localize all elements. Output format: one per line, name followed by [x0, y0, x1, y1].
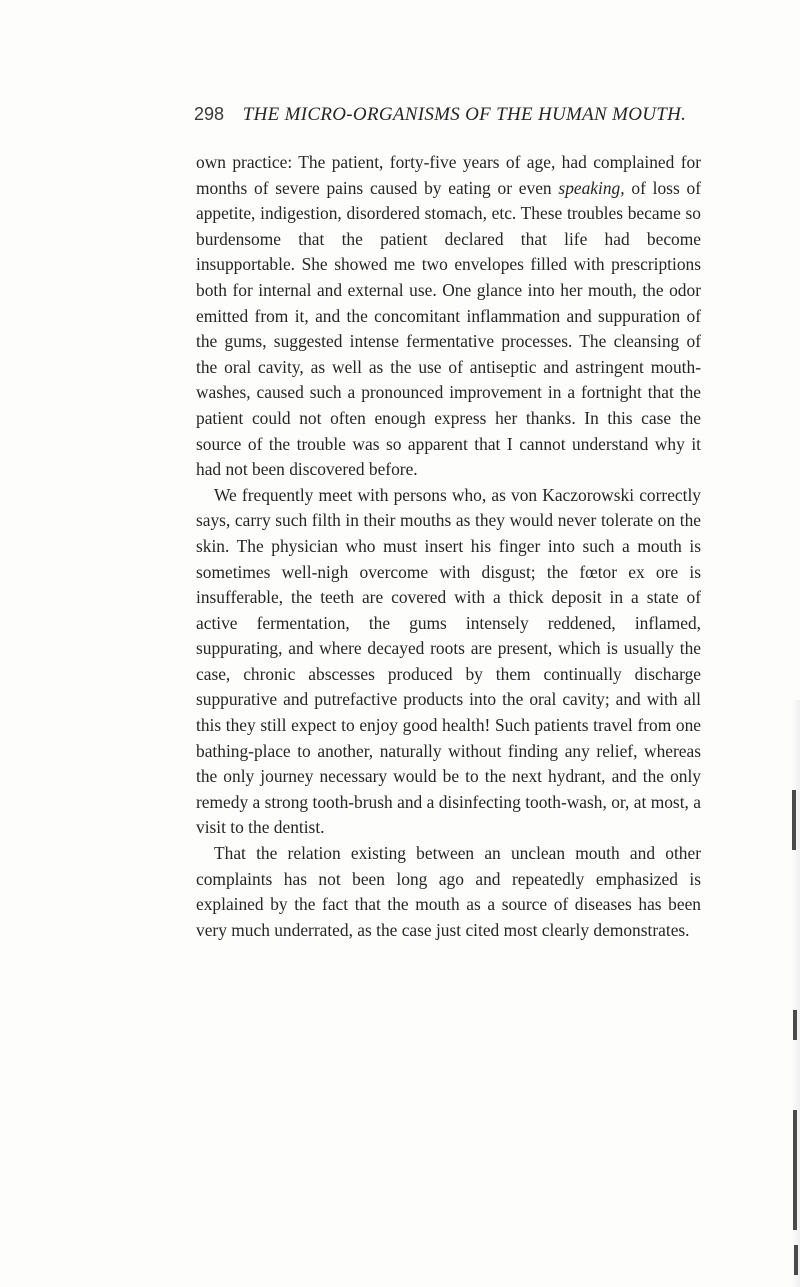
- paragraph-1-text-b: of loss of appetite, indigestion, disordered stomach, etc. These troubles became so burdensome that the patient declared that life had become insupportable. She showed me two envelopes filled with prescriptions both for internal and external use. One glance into her mouth, the odor emitted from it, and the concomitant inflammation and suppuration of the gums, suggested intense fermentative processes. The cleansing of the oral cavity, as well as the use of antiseptic and astringent mouth-washes, caused such a pronounced improvement in a fortnight that the patient could not often enough express her thanks. In this case the source of the trouble was so apparent that I cannot understand why it had not been discovered before.: [196, 177, 701, 480]
- page-number: 298: [194, 104, 225, 124]
- running-title: THE MICRO-ORGANISMS OF THE HUMAN MOUTH.: [242, 104, 687, 125]
- paragraph-1-italic-word: speaking,: [558, 177, 625, 198]
- page-edge-mark: [793, 1110, 797, 1230]
- paragraph-1: [196, 150, 701, 483]
- page-edge-mark: [792, 790, 796, 850]
- paragraph-2: We frequently meet with persons who, as von Kaczorowski correctly says, carry such filth in their mouths as they would never tolerate on the skin. The physician who must insert his finger into such a mouth is sometimes well-nigh overcome with disgust; the fœtor ex ore is insufferable, the teeth are covered with a thick deposit in a state of active fermentation, the gums intensely reddened, inflamed, suppurating, and where decayed roots are present, which is usually the case, chronic abscesses produced by them continually discharge suppurative and putrefactive products into the oral cavity; and with all this they still expect to enjoy good health! Such patients travel from one bathing-place to another, naturally without finding any relief, whereas the only journey necessary would be to the next hydrant, and the only remedy a strong tooth-brush and a disinfecting tooth-wash, or, at most, a visit to the dentist.: [196, 484, 701, 838]
- running-head: [194, 100, 714, 128]
- page-edge-mark: [794, 1245, 798, 1275]
- paragraph-3: That the relation existing between an unclean mouth and other complaints has not been long ago and repeatedly emphasized is explained by the fact that the mouth as a source of diseases has been very much underrated, as the case just cited most clearly demonstrates.: [196, 843, 701, 940]
- page-edge-mark: [793, 1010, 797, 1040]
- body-text: [196, 150, 701, 943]
- paragraph-1-text-a: own practice: The patient, forty-five years of age, had complained for months of severe pains caused by eating or even: [196, 152, 701, 198]
